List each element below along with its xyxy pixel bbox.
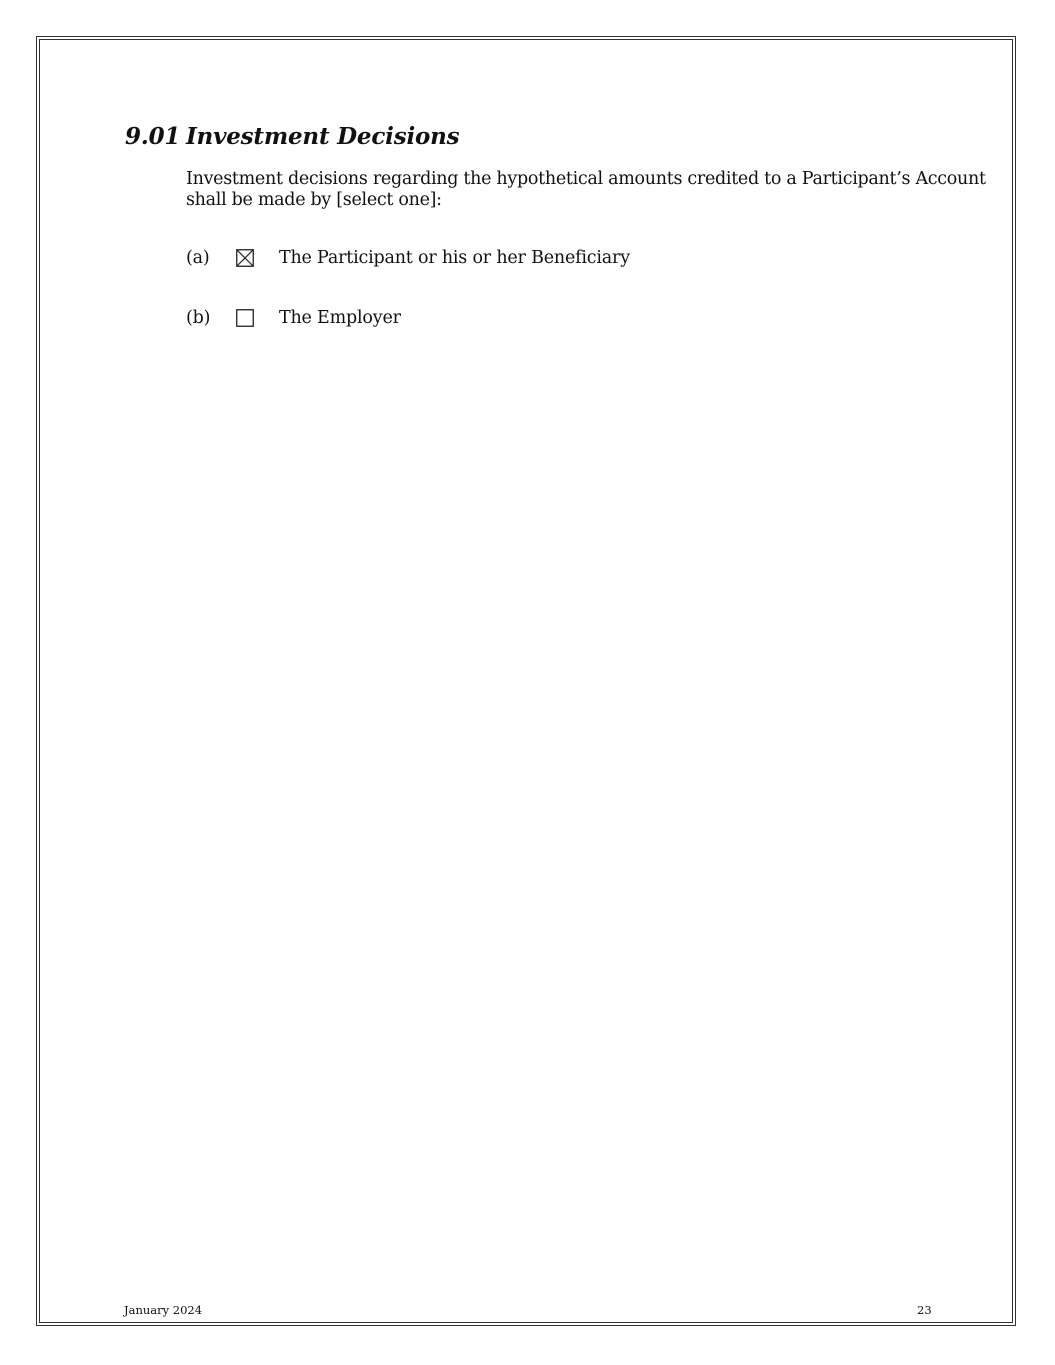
page-border-inner	[39, 39, 1013, 1323]
option-a-label: The Participant or his or her Beneficiary	[279, 248, 630, 268]
section-title: Investment Decisions	[186, 123, 460, 150]
section-heading	[125, 123, 459, 150]
option-b-label: The Employer	[279, 308, 401, 328]
option-b-letter: (b)	[186, 308, 211, 328]
option-a-checkbox-checked-icon[interactable]	[236, 249, 254, 267]
option-b-checkbox-empty-icon[interactable]	[236, 309, 254, 327]
footer-date: January 2024	[124, 1303, 203, 1317]
option-a-letter: (a)	[186, 248, 210, 268]
footer-page-number: 23	[917, 1303, 932, 1317]
intro-line-1: Investment decisions regarding the hypothetical amounts credited to a Participant’s Account	[186, 169, 986, 189]
section-number: 9.01	[125, 123, 181, 150]
intro-paragraph	[186, 169, 986, 211]
intro-line-2: shall be made by [select one]:	[186, 190, 442, 210]
